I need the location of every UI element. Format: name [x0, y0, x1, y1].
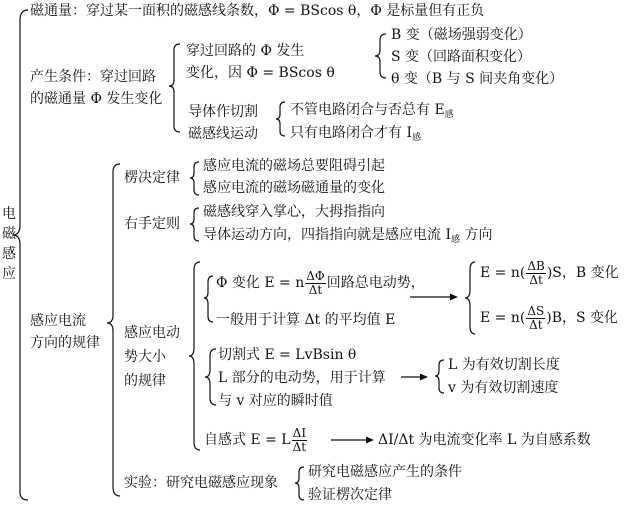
condition-label-line1: 产生条件：穿过回路	[30, 69, 156, 85]
root-char-4: 应	[2, 266, 16, 282]
flux-change-line2: 变化，因 Φ = BScos θ	[186, 65, 335, 81]
cut-always-emf: 不管电路闭合与否总有 $E_感$	[290, 102, 454, 120]
emf-law-line2: 势大小	[124, 349, 166, 365]
flux-definition: 磁通量：穿过某一面积的磁感线条数，Φ = BScos θ，Φ 是标量但有正负	[30, 3, 485, 19]
flux-change-line1: 穿过回路的 Φ 发生	[186, 43, 305, 59]
root-char-3: 感	[2, 246, 16, 262]
average-emf-note: 一般用于计算 Δt 的平均值 E	[216, 312, 396, 328]
experiment-title: 实验：研究电磁感应现象	[124, 475, 278, 491]
root-char-1: 电	[2, 206, 16, 222]
cut-motion-line1: 导体作切割	[188, 104, 258, 120]
emf-law-line1: 感应电动	[124, 325, 180, 341]
condition-label-line2: 的磁通量 Φ 发生变化	[30, 91, 163, 107]
right-hand-line2: 导体运动方向，四指指向就是感应电流 $I_感$ 方向	[203, 227, 493, 245]
b-change: B 变（磁场强弱变化）	[391, 27, 532, 43]
cut-closed-current: 只有电路闭合才有 $I_感$	[290, 125, 421, 143]
experiment-line2: 验证楞次定律	[308, 487, 392, 503]
right-hand-line1: 磁感线穿入掌心，大拇指指向	[203, 204, 385, 220]
law-label-line1: 感应电流	[30, 313, 86, 329]
cutting-partial-emf: L 部分的电动势，用于计算	[218, 370, 386, 386]
lenz-law-line2: 感应电流的磁场磁通量的变化	[203, 180, 385, 196]
law-label-line2: 方向的规律	[30, 335, 100, 351]
effective-velocity: v 为有效切割速度	[448, 380, 559, 396]
experiment-line1: 研究电磁感应产生的条件	[308, 464, 462, 480]
cut-motion-line2: 磁感线运动	[188, 126, 258, 142]
right-hand-rule-title: 右手定则	[124, 216, 180, 232]
effective-length: L 为有效切割长度	[448, 357, 560, 373]
lenz-law-line1: 感应电流的磁场总要阻碍引起	[203, 158, 385, 174]
self-induction-note: ΔI/Δt 为电流变化率 L 为自感系数	[378, 432, 591, 448]
lenz-law-title: 楞决定律	[124, 170, 180, 186]
theta-change: θ 变（B 与 S 间夹角变化）	[391, 71, 564, 87]
self-induction-formula: 自感式 E = L $\frac{\Delta I}{\Delta t}$	[204, 425, 307, 454]
s-change: S 变（回路面积变化）	[391, 49, 532, 65]
emf-s-change-formula: E = n( $\frac{\Delta S}{\Delta t}$ )B，S 变化	[480, 303, 619, 332]
cutting-formula: 切割式 E = LvBsin θ	[218, 347, 357, 363]
emf-b-change-formula: E = n( $\frac{\Delta B}{\Delta t}$ )S，B 变化	[480, 258, 619, 287]
root-char-2: 磁	[2, 226, 16, 242]
cutting-instant-value: 与 v 对应的瞬时值	[218, 393, 333, 409]
phi-change-formula: Φ 变化 E = n $\frac{\Delta\Phi}{\Delta t}$ 回路总电动势，	[216, 268, 425, 297]
emf-law-line3: 的规律	[124, 373, 166, 389]
